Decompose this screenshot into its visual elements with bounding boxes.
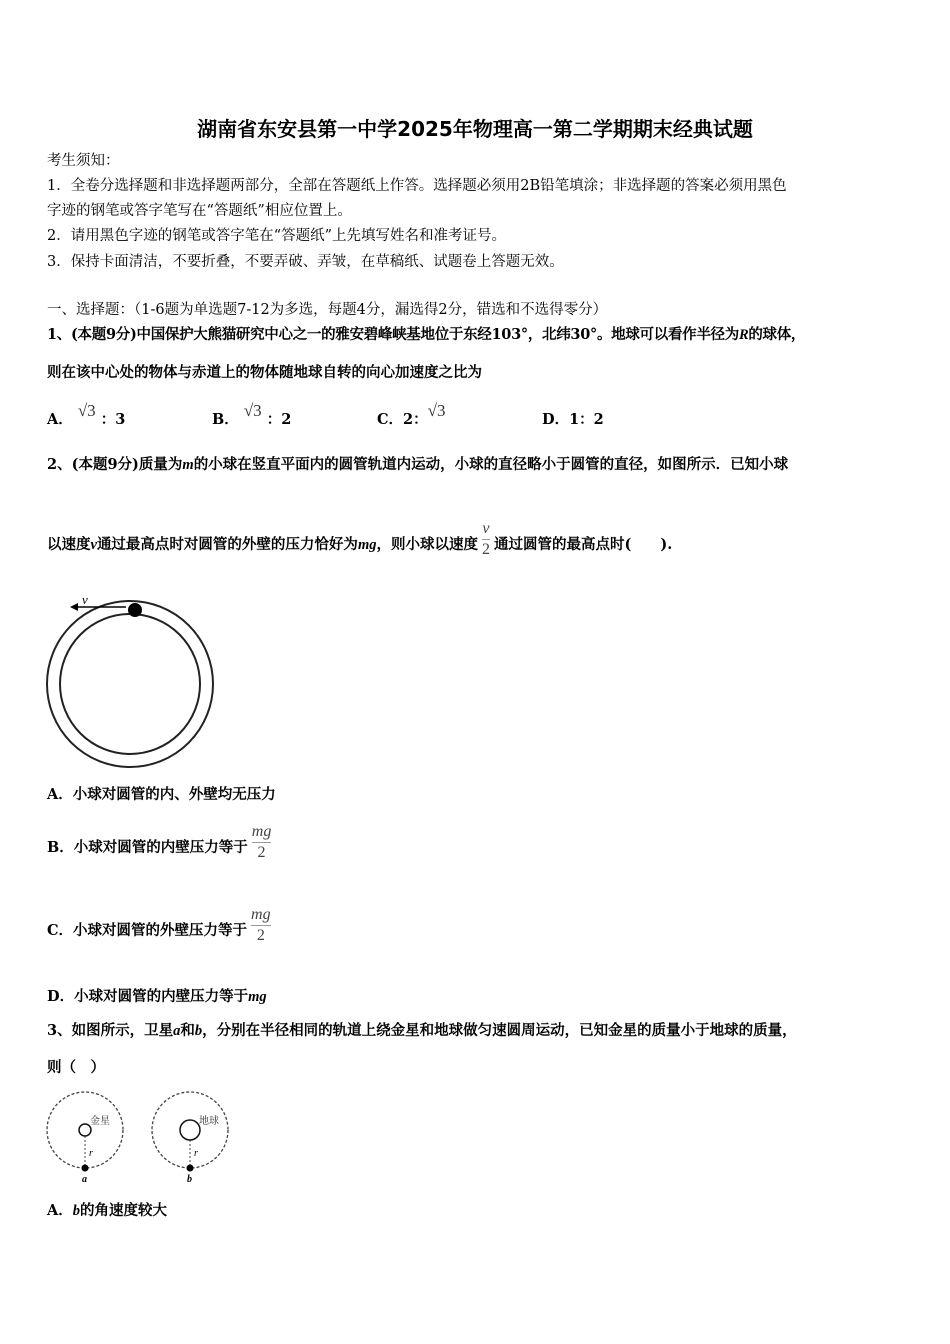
text: B．小球对圆管的内壁压力等于 [47, 839, 248, 856]
q2-option-b [47, 823, 275, 862]
text: C．小球对圆管的外壁压力等于 [47, 922, 248, 939]
numerator: mg [251, 823, 272, 840]
q2-option-d [47, 987, 267, 1007]
ball [128, 603, 142, 617]
sqrt3: √3 [243, 401, 262, 420]
text: 和 [180, 1022, 195, 1039]
q1-stem-line1 [47, 325, 805, 345]
denominator: 2 [256, 927, 265, 944]
sqrt3: √3 [427, 401, 446, 420]
var-mg: mg [357, 537, 377, 553]
sqrt3: √3 [77, 401, 96, 420]
text: 2、(本题9分)质量为 [47, 456, 183, 473]
circular-tube-figure [40, 592, 225, 770]
text: 以速度 [47, 536, 91, 553]
notice-line: 字迹的钢笔或答字笔写在“答题纸”相应位置上。 [47, 203, 352, 219]
venus-label: 金星 [90, 1116, 110, 1127]
option-label: A． [47, 411, 73, 428]
numerator: mg [251, 906, 271, 923]
var-mg: mg [248, 989, 267, 1005]
notice-line: 3．保持卡面清洁，不要折叠，不要弄破、弄皱，在草稿纸、试题卷上答题无效。 [47, 254, 564, 270]
q1-option-a [47, 401, 126, 429]
venus-orbit [47, 1092, 123, 1185]
q2-option-c [47, 906, 275, 945]
fraction-v-over-2 [482, 520, 490, 559]
satellite-orbits-figure [40, 1088, 240, 1188]
text: 3、如图所示，卫星 [47, 1022, 174, 1039]
option-label: A． [47, 1202, 73, 1219]
text: 通过圆管的最高点时( ). [493, 536, 673, 553]
q3-stem-line1 [47, 1021, 797, 1041]
velocity-label: v [82, 592, 88, 607]
earth-orbit [152, 1092, 228, 1185]
r-label: r [194, 1148, 198, 1159]
option-label: C． [377, 411, 404, 428]
var-v: v [90, 537, 97, 553]
text: ，则小球以速度 [376, 536, 478, 553]
q1-stem-line2: 则在该中心处的物体与赤道上的物体随地球自转的向心加速度之比为 [47, 364, 482, 381]
denominator: 2 [257, 844, 266, 861]
q1-option-c [377, 401, 446, 429]
r-label: r [89, 1148, 93, 1159]
a-label: a [82, 1174, 87, 1185]
numerator: v [482, 520, 490, 537]
option-text: 1：2 [569, 411, 604, 428]
text: 1、(本题9分)中国保护大熊猫研究中心之一的雅安碧峰峡基地位于东经103°，北纬30°。地球可以看作半径为 [47, 326, 739, 343]
option-label: D． [542, 411, 570, 428]
var-b: b [72, 1203, 81, 1219]
q2-option-a: A．小球对圆管的内、外壁均无压力 [47, 786, 276, 803]
text: 的球体， [748, 326, 806, 343]
section-heading: 一、选择题：（1-6题为单选题7-12为多选，每题4分，漏选得2分，错选和不选得零分） [47, 302, 608, 318]
q2-stem-line2 [47, 520, 672, 559]
option-label: B． [212, 411, 239, 428]
fraction-mg-over-2 [251, 906, 271, 945]
page-title: 湖南省东安县第一中学2025年物理高一第二学期期末经典试题 [197, 117, 753, 141]
fraction-mg-over-2 [252, 823, 272, 862]
text: 的小球在竖直平面内的圆管轨道内运动，小球的直径略小于圆管的直径，如图所示．已知小球 [193, 456, 789, 473]
var-m: m [182, 457, 194, 473]
option-text: 2： [403, 411, 428, 428]
denominator: 2 [481, 541, 490, 558]
earth-label: 地球 [199, 1116, 219, 1127]
text: ，分别在半径相同的轨道上绕金星和地球做匀速圆周运动，已知金星的质量小于地球的质量， [202, 1022, 797, 1039]
q3-option-a [47, 1201, 167, 1221]
q3-stem-line2: 则（ ） [47, 1059, 105, 1076]
text: D．小球对圆管的内壁压力等于 [47, 988, 249, 1005]
notice-line: 1．全卷分选择题和非选择题两部分，全部在答题纸上作答。选择题必须用2B铅笔填涂；非选择题的答案必须用黑色 [47, 178, 787, 194]
var-R: R [738, 327, 749, 343]
option-text: ：3 [100, 411, 126, 428]
q1-option-d [542, 408, 604, 429]
var-b: b [194, 1023, 203, 1039]
notice-heading: 考生须知： [47, 153, 120, 169]
b-label: b [187, 1174, 192, 1185]
text: 通过最高点时对圆管的外壁的压力恰好为 [96, 536, 358, 553]
q2-stem-line1 [47, 455, 788, 475]
notice-line: 2．请用黑色字迹的钢笔或答字笔在“答题纸”上先填写姓名和准考证号。 [47, 228, 507, 244]
option-text: 的角速度较大 [80, 1202, 168, 1219]
option-text: ：2 [266, 411, 292, 428]
q1-option-b [212, 401, 292, 429]
var-a: a [173, 1023, 181, 1039]
